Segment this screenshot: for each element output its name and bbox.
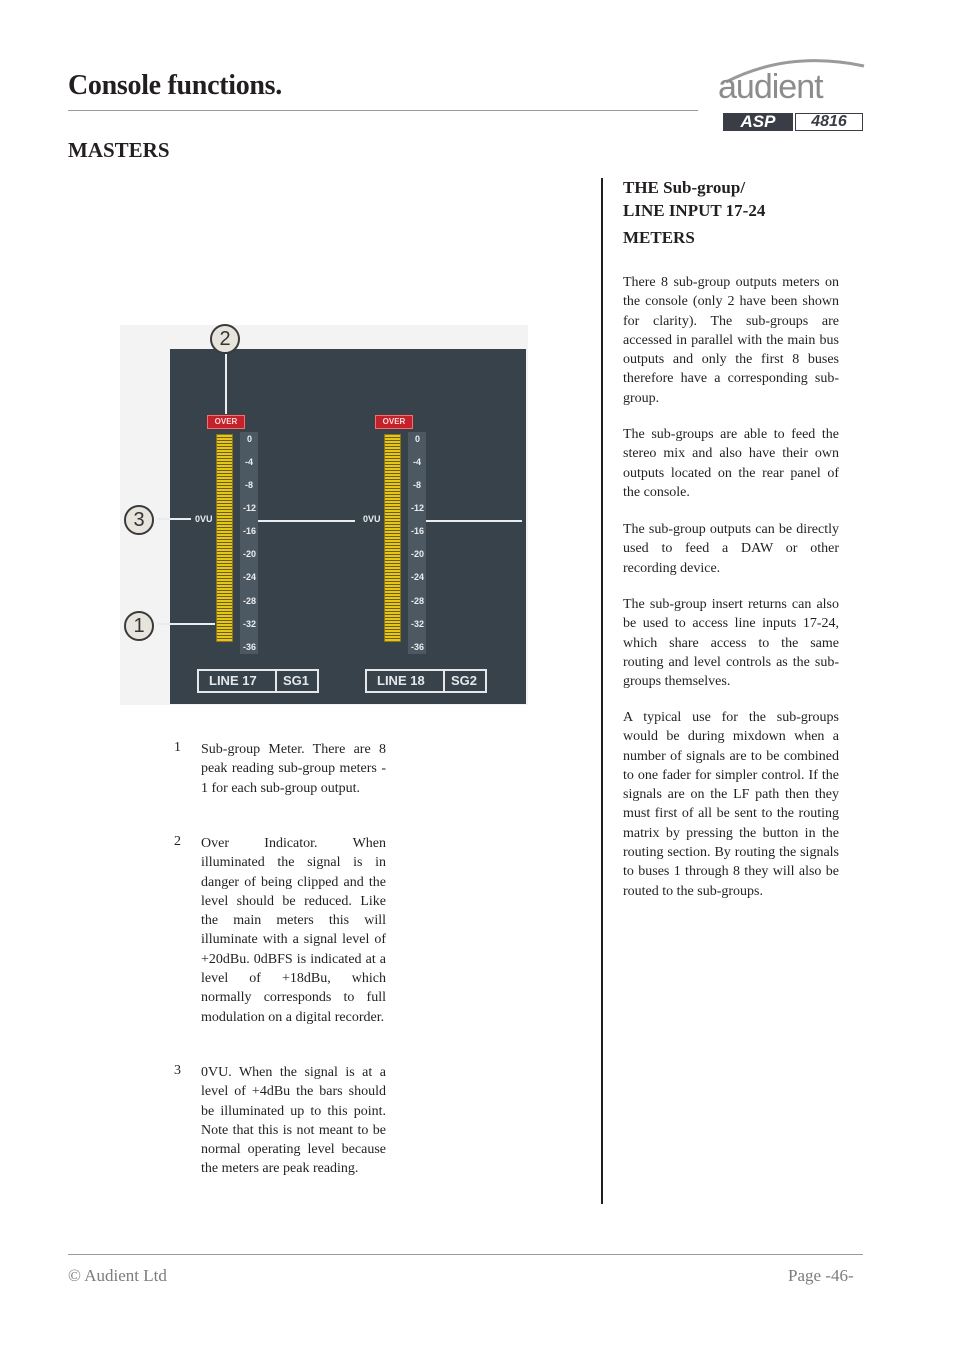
scale-label: -24 [243, 572, 257, 582]
callout-3: 3 [124, 505, 154, 535]
scale-label: -8 [413, 480, 422, 490]
scale-label: -12 [411, 503, 425, 513]
item-number: 1 [174, 740, 181, 755]
label-divider [443, 671, 445, 691]
logo-badge: ASP [723, 113, 793, 131]
sidebar-heading-line: THE Sub-group/ [623, 178, 746, 197]
over-indicator-1: OVER [207, 415, 245, 429]
item-number: 2 [174, 834, 181, 849]
scale-label: -16 [411, 526, 425, 536]
scale-label: 0 [415, 434, 421, 444]
page-number: Page -46- [788, 1266, 854, 1285]
item-text: Sub-group Meter. There are 8 peak reading sub-group meters - 1 for each sub-group output. [201, 742, 386, 796]
zero-vu-label-2: 0VU [363, 514, 381, 524]
scale-label: 0 [247, 434, 253, 444]
sidebar-heading [623, 176, 843, 249]
sidebar-paragraph: The sub-group outputs can be directly used to feed a DAW or other recording device. [623, 522, 839, 576]
channel-label-1 [197, 669, 319, 693]
scale-label: -4 [245, 457, 254, 467]
column-divider [601, 178, 603, 1204]
callout-2: 2 [210, 324, 240, 354]
title-divider [68, 110, 698, 111]
callout-2-leader [225, 354, 227, 414]
callout-1: 1 [124, 611, 154, 641]
zero-vu-line-1 [258, 520, 355, 522]
sidebar-paragraph: There 8 sub-group outputs meters on the console (only 2 have been shown for clarity). The sub-groups are accessed in parallel with the main bus outputs and only the first 8 buses therefore have a corresponding sub-group. [623, 275, 839, 406]
scale-label: -4 [413, 457, 422, 467]
item-text: Over Indicator. When illuminated the signal is in danger of being clipped and the level should be reduced. Like the main meters this will illuminate with a signal level of +20dBu. 0dBFS is indicated at a level of +18dBu, which normally corresponds to full modulation on a digital recorder. [201, 836, 386, 1025]
page-title: Console functions. [68, 70, 282, 101]
line-label-1: LINE 17 [209, 673, 257, 688]
footer-copyright: © Audient Ltd [68, 1266, 167, 1285]
audient-logo [718, 54, 866, 136]
meter-scale-labels-1 [243, 434, 263, 656]
over-indicator-2: OVER [375, 415, 413, 429]
sidebar-paragraph: The sub-group insert returns can also be used to access line inputs 17-24, which share access to the same routing and level controls as the sub-groups themselves. [623, 597, 839, 690]
label-divider [275, 671, 277, 691]
group-label-1: SG1 [283, 673, 310, 688]
scale-label: -32 [411, 619, 425, 629]
scale-label: -8 [245, 480, 254, 490]
callout-1-leader [157, 623, 215, 625]
scale-label: -20 [243, 549, 257, 559]
scale-label: -28 [243, 596, 257, 606]
channel-label-2 [365, 669, 487, 693]
callout-3-leader [157, 518, 191, 520]
line-label-2: LINE 18 [377, 673, 425, 688]
scale-label: -32 [243, 619, 257, 629]
section-heading: MASTERS [68, 138, 170, 162]
scale-label: -36 [411, 642, 425, 652]
sidebar-heading-line: LINE INPUT 17-24 [623, 201, 766, 220]
zero-vu-label-1: 0VU [195, 514, 213, 524]
scale-label: -36 [243, 642, 257, 652]
zero-vu-line-2 [426, 520, 522, 522]
meter-bar-2 [384, 434, 401, 642]
logo-wordmark: audient [718, 68, 823, 106]
scale-label: -24 [411, 572, 425, 582]
sidebar-heading-line: METERS [623, 228, 695, 247]
group-label-2: SG2 [451, 673, 478, 688]
item-text: 0VU. When the signal is at a level of +4dBu the bars should be illuminated up to this point. Note that this is not meant to be normal operating level because the meters are peak reading. [201, 1065, 386, 1177]
scale-label: -28 [411, 596, 425, 606]
meter-bar-1 [216, 434, 233, 642]
meter-scale-labels-2 [411, 434, 431, 656]
logo-model: 4816 [795, 113, 863, 131]
item-number: 3 [174, 1063, 181, 1078]
scale-label: -20 [411, 549, 425, 559]
sidebar-paragraph: A typical use for the sub-groups would be during mixdown when a number of signals are to be combined to one fader for simpler control. If the signals are on the LF path then they must first of all be sent to the routing matrix by pressing the button in the routing section. By routing the signals to buses 1 through 8 they will also be routed to the sub-groups. [623, 710, 839, 899]
sidebar-paragraph: The sub-groups are able to feed the stereo mix and also have their own outputs located on the rear panel of the console. [623, 427, 839, 500]
scale-label: -16 [243, 526, 257, 536]
scale-label: -12 [243, 503, 257, 513]
footer-divider [68, 1254, 863, 1255]
